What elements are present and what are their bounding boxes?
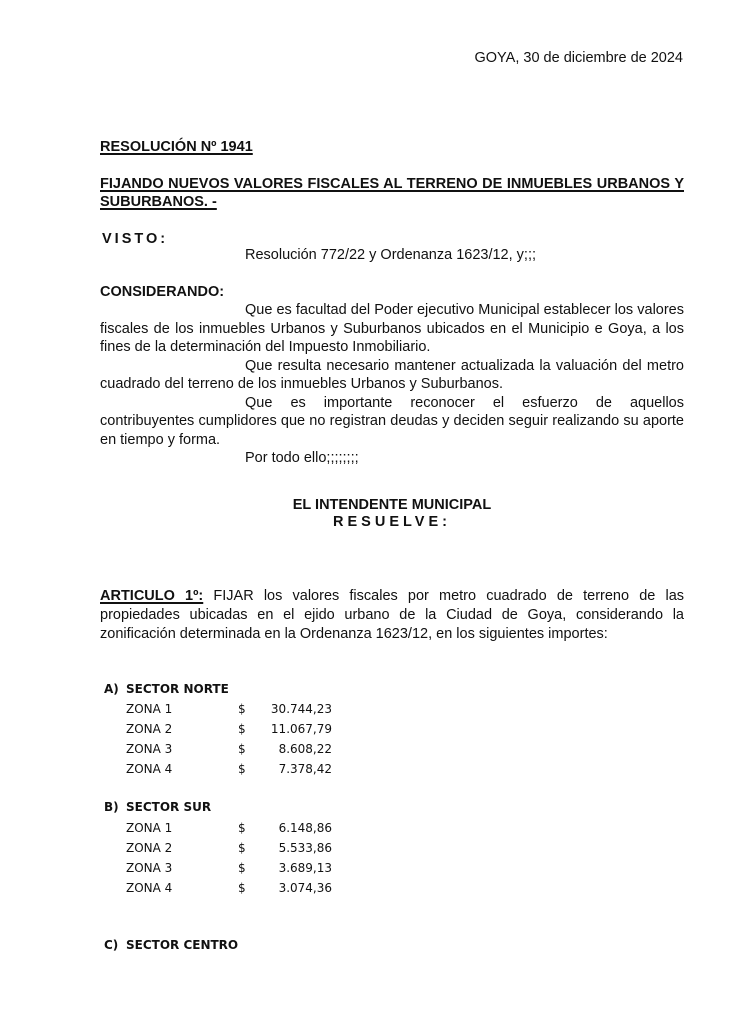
sector-zone-table	[126, 699, 332, 779]
currency-symbol: $	[238, 821, 246, 835]
currency-symbol: $	[238, 861, 246, 875]
zone-amount: 6.148,86	[278, 821, 332, 835]
zone-row	[126, 838, 332, 858]
zone-row	[126, 699, 332, 719]
article-1-heading: ARTICULO 1º:	[100, 588, 204, 604]
zone-row	[126, 719, 332, 739]
zone-name: ZONA 4	[126, 881, 173, 895]
sector-letter: C)	[104, 938, 119, 952]
sector-name: SECTOR SUR	[126, 800, 212, 814]
currency-symbol: $	[238, 841, 246, 855]
sector-heading	[104, 800, 211, 814]
sector-name: SECTOR NORTE	[126, 682, 229, 696]
sector-letter: A)	[104, 682, 119, 696]
place-date: GOYA, 30 de diciembre de 2024	[474, 50, 683, 66]
resolution-number: RESOLUCIÓN Nº 1941	[100, 139, 253, 155]
sector-name: SECTOR CENTRO	[126, 938, 239, 952]
sector-zone-table	[126, 818, 332, 898]
considerando-heading: CONSIDERANDO:	[100, 284, 225, 300]
currency-symbol: $	[238, 702, 246, 716]
zone-row	[126, 858, 332, 878]
currency-symbol: $	[238, 762, 246, 776]
zone-name: ZONA 3	[126, 861, 173, 875]
zone-amount: 3.689,13	[278, 861, 332, 875]
considerando-paragraph: Que es facultad del Poder ejecutivo Municipal establecer los valores fiscales de los inmuebles Urbanos y Suburbanos ubicados en el Municipio e Goya, a los fines de la determinación del Impuesto Inmobiliario.	[100, 302, 684, 355]
zone-name: ZONA 4	[126, 762, 173, 776]
authority-title: EL INTENDENTE MUNICIPAL	[292, 497, 492, 513]
zone-name: ZONA 1	[126, 821, 173, 835]
article-1	[100, 587, 684, 644]
article-1-text: FIJAR los valores fiscales por metro cuadrado de terreno de las propiedades ubicadas en el ejido urbano de la Ciudad de Goya, considerando la zonificación determinada en la Ordenanza 1623/12, en los siguientes importes:	[100, 588, 685, 642]
resolution-title: FIJANDO NUEVOS VALORES FISCALES AL TERRENO DE INMUEBLES URBANOS Y SUBURBANOS. -	[100, 176, 684, 210]
zone-amount: 11.067,79	[270, 722, 332, 736]
considerando-paragraph: Que resulta necesario mantener actualizada la valuación del metro cuadrado del terreno de los inmuebles Urbanos y Suburbanos.	[100, 357, 684, 392]
zone-row	[126, 759, 332, 779]
zone-row	[126, 739, 332, 759]
sector-heading	[104, 682, 229, 696]
considerando-paragraph: Que es importante reconocer el esfuerzo de aquellos contribuyentes cumplidores que no registran deudas y deciden seguir realizando su aporte en tiempo y forma.	[100, 394, 684, 448]
zone-amount: 3.074,36	[278, 881, 332, 895]
visto-heading: VISTO:	[102, 231, 169, 247]
zone-amount: 30.744,23	[270, 702, 332, 716]
zone-row	[126, 818, 332, 838]
visto-text: Resolución 772/22 y Ordenanza 1623/12, y;;;	[245, 247, 536, 263]
zone-name: ZONA 2	[126, 722, 173, 736]
resuelve-heading: RESUELVE:	[333, 514, 451, 530]
zone-name: ZONA 3	[126, 742, 173, 756]
currency-symbol: $	[238, 742, 246, 756]
considerando-body	[100, 301, 684, 468]
zone-amount: 7.378,42	[278, 762, 332, 776]
zone-amount: 5.533,86	[278, 841, 332, 855]
zone-amount: 8.608,22	[278, 742, 332, 756]
sector-heading	[104, 938, 238, 952]
sector-letter: B)	[104, 800, 119, 814]
zone-row	[126, 878, 332, 898]
zone-name: ZONA 1	[126, 702, 173, 716]
zone-name: ZONA 2	[126, 841, 173, 855]
considerando-paragraph: Por todo ello;;;;;;;;	[245, 450, 359, 466]
currency-symbol: $	[238, 881, 246, 895]
currency-symbol: $	[238, 722, 246, 736]
